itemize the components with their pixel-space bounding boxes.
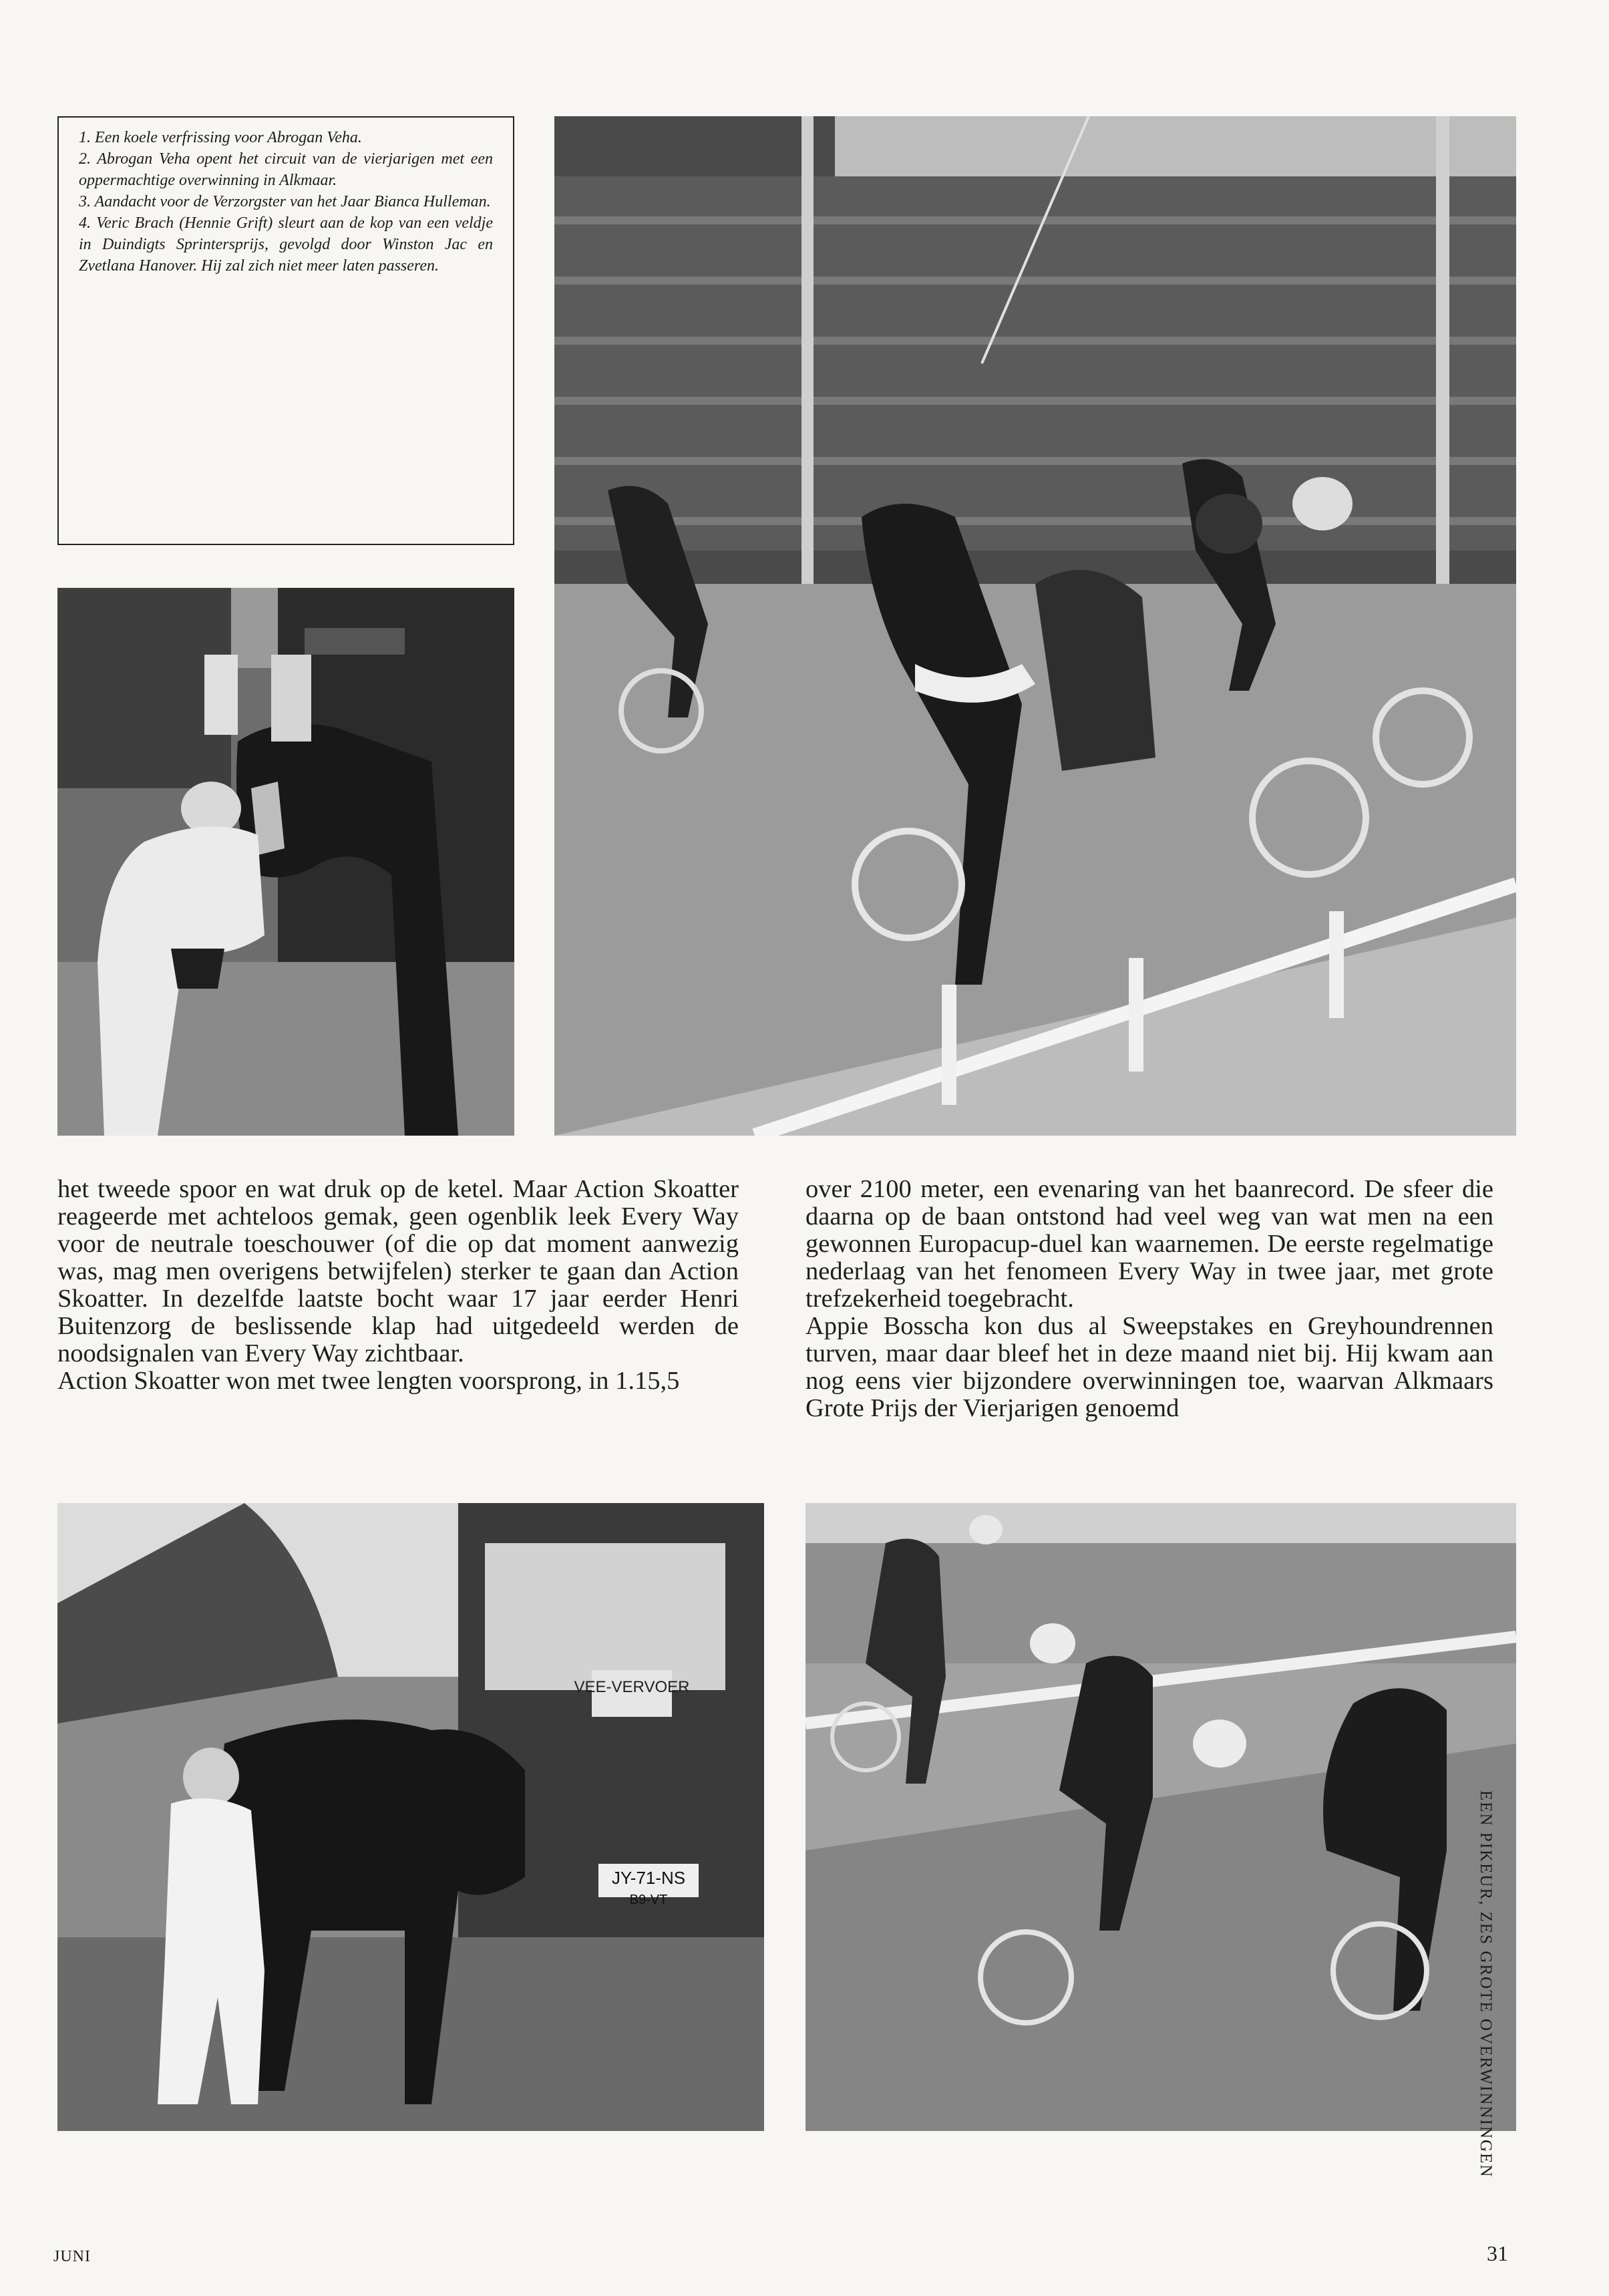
article-column-left xyxy=(57,1176,739,1395)
license-plate-sub: B9-VT xyxy=(629,1893,668,1907)
article-paragraph: het tweede spoor en wat druk op de ketel. Maar Action Skoatter reageerde met achteloos gemak, geen ogenblik leek Every Way voor de neutrale toeschouwer (of die op dat moment aanwezig was, mag men overigens betwijfelen) sterker te gaan dan Action Skoatter. In dezelfde laatste bocht waar 17 jaar eerder Henri Buitenzorg de beslissende klap had uitgedeeld werden de noodsignalen van Every Way zichtbaar. xyxy=(57,1175,739,1367)
photo-race-alkmaar xyxy=(554,116,1516,1136)
photo-captions xyxy=(57,116,514,545)
photo-groom-trailer xyxy=(57,1503,764,2131)
running-head: EEN PIKEUR, ZES GROTE OVERWINNINGEN xyxy=(1477,1790,1495,2178)
caption-2: 2. Abrogan Veha opent het circuit van de vierjarigen met een oppermachtige overwinning in Alkmaar. xyxy=(79,150,493,189)
caption-1: 1. Een koele verfrissing voor Abrogan Veha. xyxy=(79,129,362,146)
license-plate: JY-71-NS xyxy=(611,1868,686,1888)
trailer-sign: VEE-VERVOER xyxy=(574,1678,690,1696)
article-paragraph: Action Skoatter won met twee lengten voorsprong, in 1.15,5 xyxy=(57,1367,680,1395)
article-column-right xyxy=(806,1176,1493,1422)
article-paragraph: over 2100 meter, een evenaring van het baanrecord. De sfeer die daarna op de baan ontstond had veel weg van wat men na een gewonnen Europacup-duel kan waarnemen. De eerste regelmatige nederlaag van het fenomeen Every Way in twee jaar, met grote trefzekerheid toegebracht. xyxy=(806,1175,1493,1313)
article-paragraph: Appie Bosscha kon dus al Sweepstakes en Greyhoundrennen turven, maar daar bleef het in deze maand niet bij. Hij kwam aan nog eens vier bijzondere overwinningen toe, waarvan Alkmaars Grote Prijs der Vierjarigen genoemd xyxy=(806,1312,1493,1422)
caption-4: 4. Veric Brach (Hennie Grift) sleurt aan de kop van een veldje in Duindigts Sprintersprijs, gevolgd door Winston Jac en Zvetlana Hanover. Hij zal zich niet meer laten passeren. xyxy=(79,214,493,275)
page-number: 31 xyxy=(1487,2241,1508,2265)
footer-month: JUNI xyxy=(53,2248,91,2265)
caption-3: 3. Aandacht voor de Verzorgster van het Jaar Bianca Hulleman. xyxy=(79,193,491,210)
photo-horse-drinking xyxy=(57,588,514,1136)
photo-race-duindigt xyxy=(806,1503,1516,2131)
